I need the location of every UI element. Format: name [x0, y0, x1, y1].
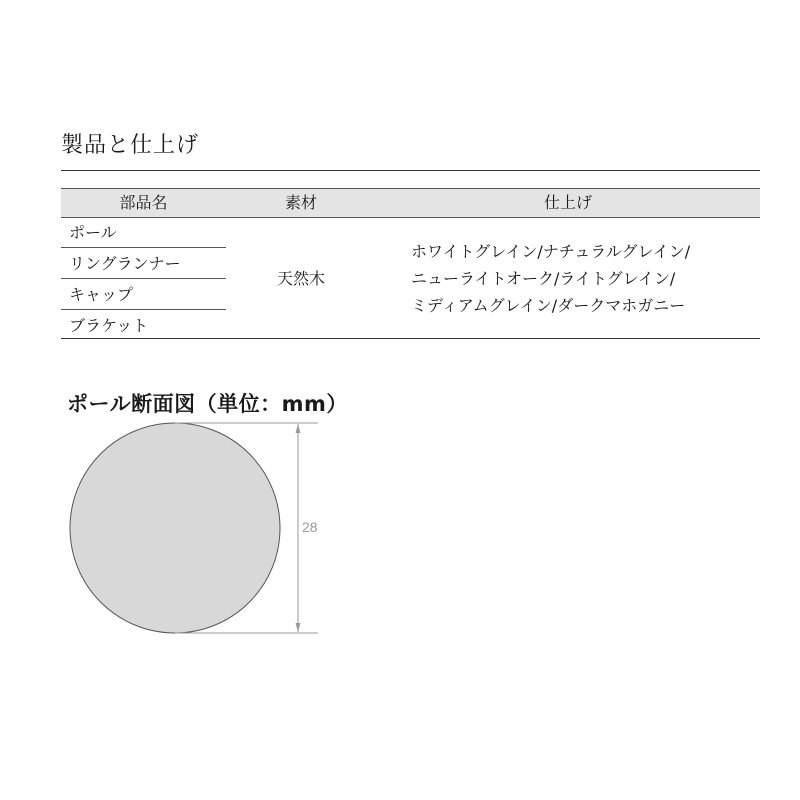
- diameter-label: 28: [302, 519, 318, 535]
- header-material: 素材: [284, 193, 317, 212]
- finish-line: ニューライトオーク/ライトグレイン/: [411, 269, 676, 288]
- finish-line: ホワイトグレイン/ナチュラルグレイン/: [411, 242, 691, 261]
- header-part-name: 部品名: [119, 193, 168, 212]
- finish-line: ミディアムグレイン/ダークマホガニー: [411, 296, 686, 315]
- part-pole: ポール: [61, 218, 226, 248]
- part-bracket: ブラケット: [69, 316, 149, 335]
- material-cell: 天然木: [276, 269, 325, 288]
- part-ring-runner: リングランナー: [61, 249, 226, 279]
- header-finish: 仕上げ: [543, 193, 592, 212]
- pole-cross-section-circle: [70, 423, 280, 633]
- section-title: 製品と仕上げ: [61, 133, 200, 158]
- part-cap: キャップ: [61, 280, 226, 310]
- dimension-arrow-top: [296, 424, 301, 433]
- cross-section-title: ポール断面図（単位：mm）: [67, 392, 348, 416]
- dimension-arrow-bottom: [296, 623, 301, 632]
